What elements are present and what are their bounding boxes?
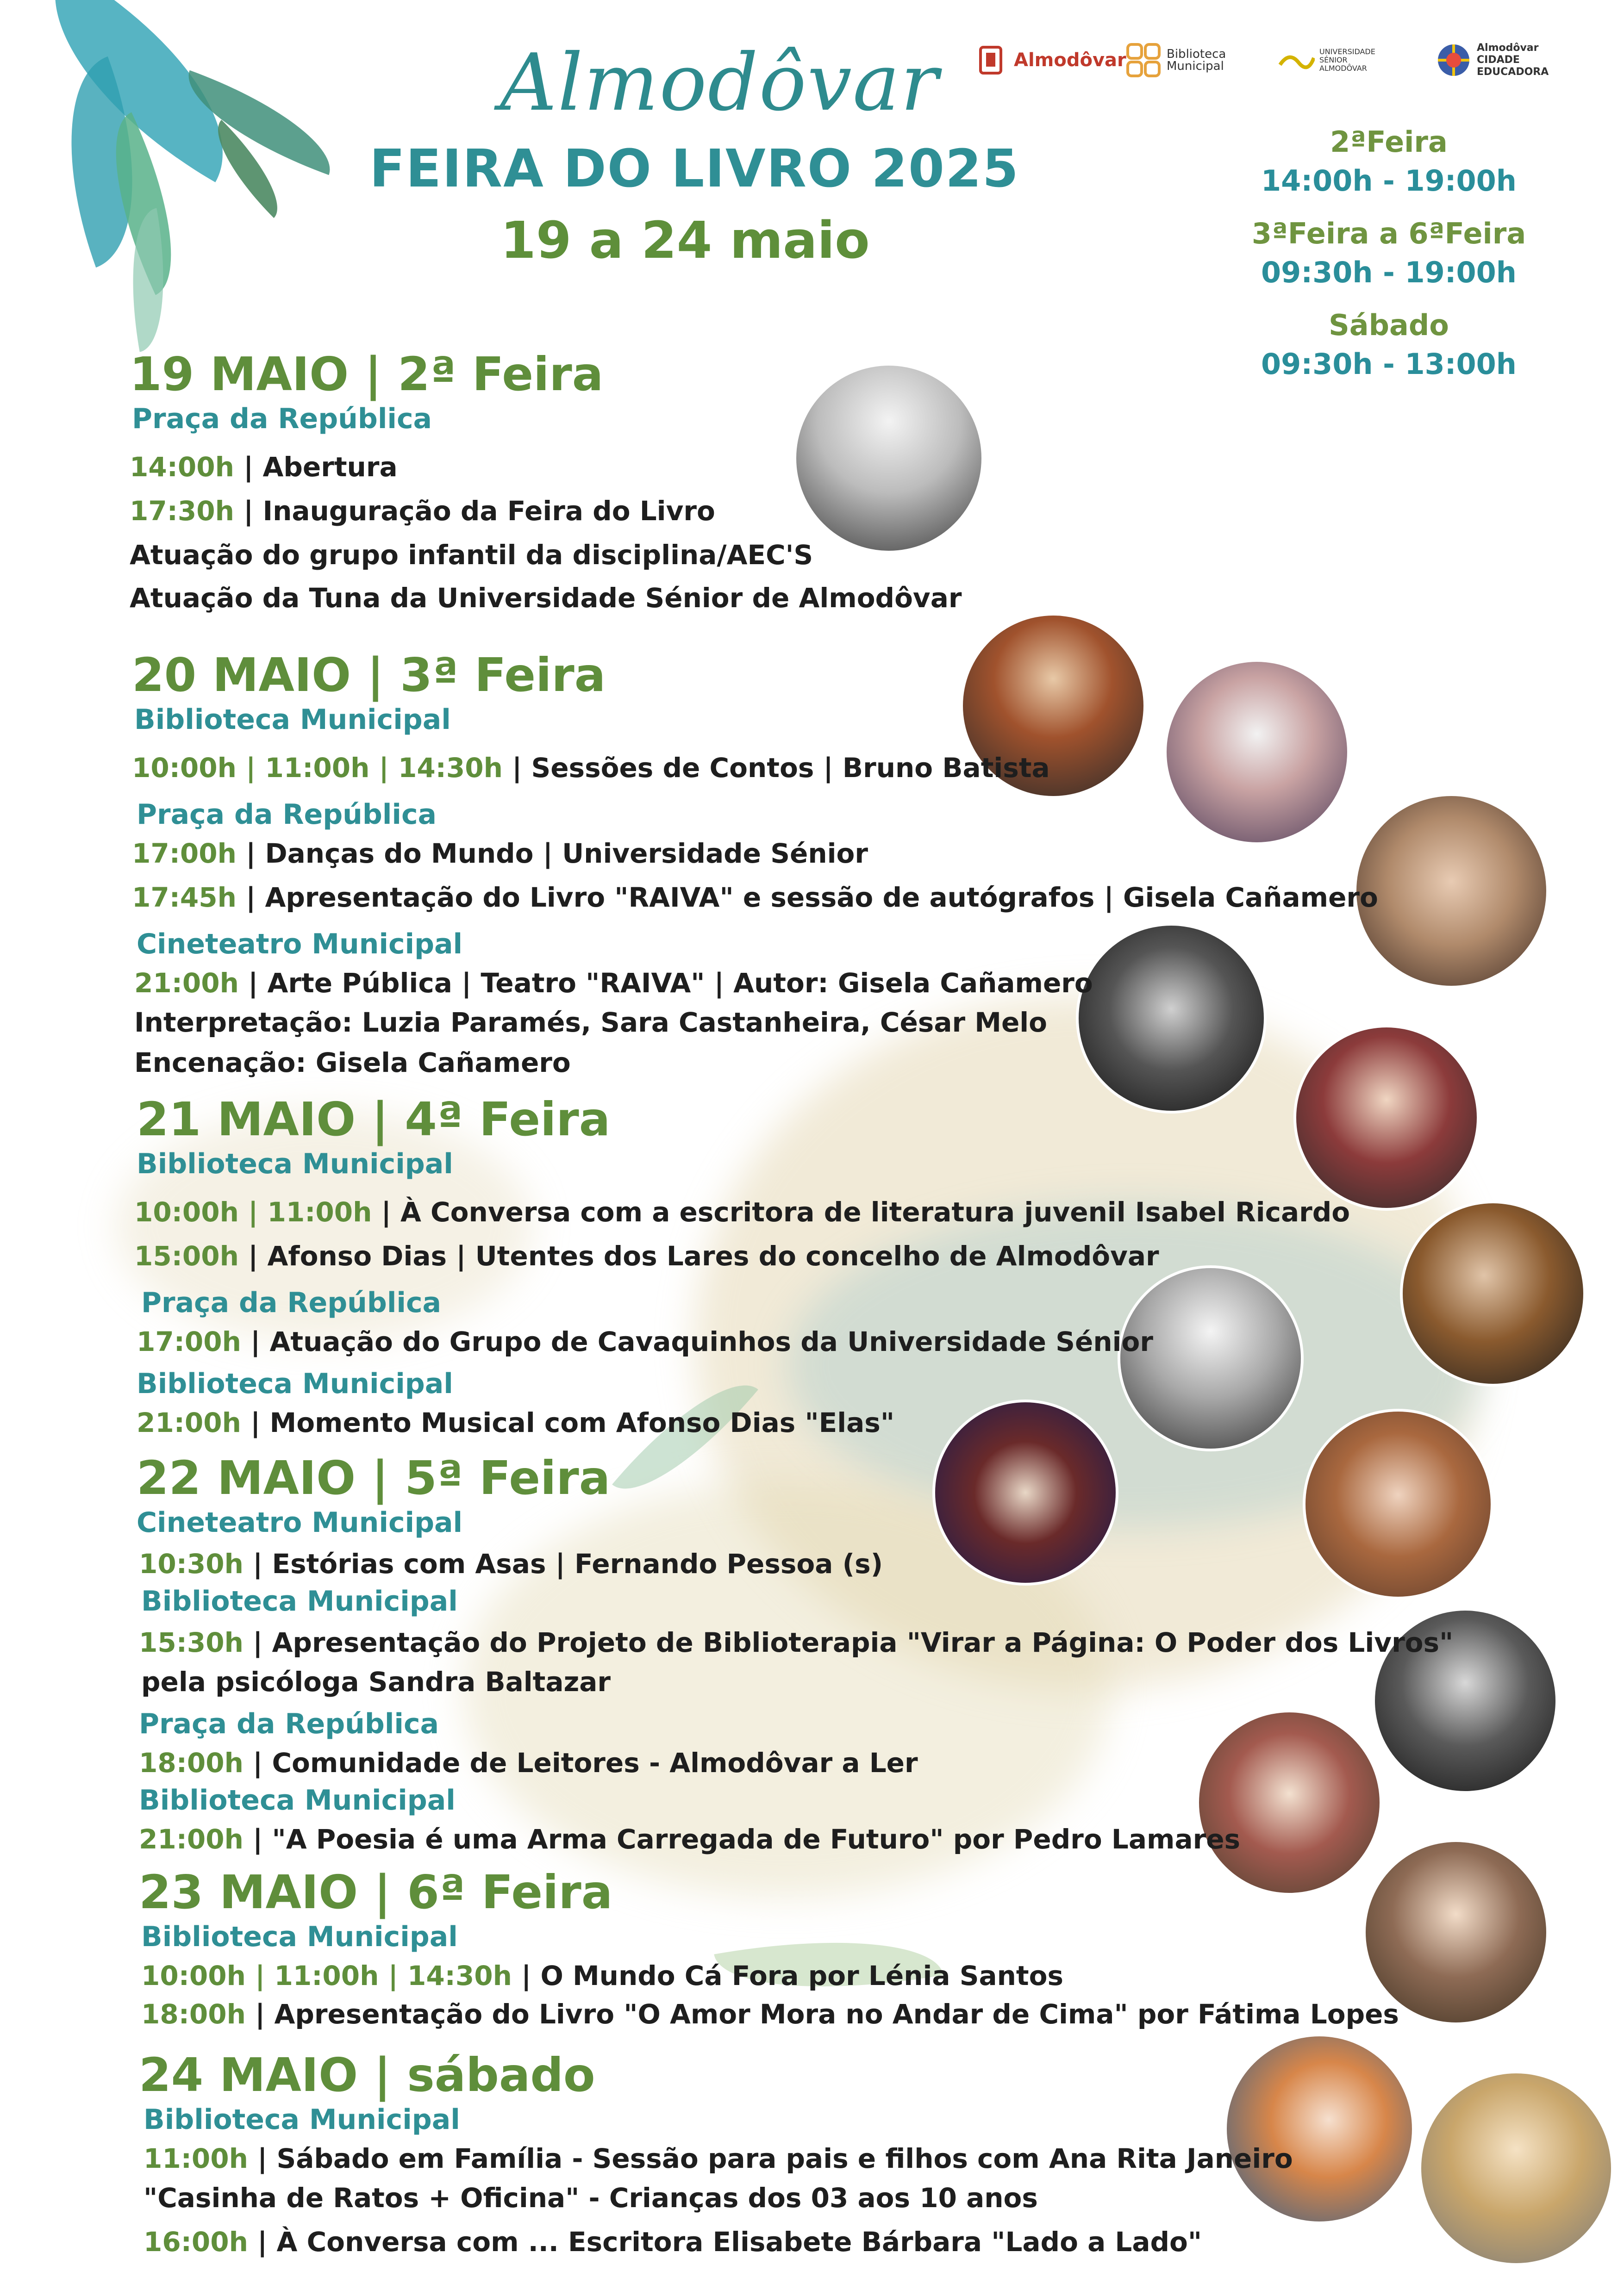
photo-lenia-santos xyxy=(1199,1712,1380,1893)
event-line xyxy=(144,2143,1293,2174)
venue-label: Biblioteca Municipal xyxy=(144,2103,460,2136)
event-text: | Comunidade de Leitores - Almodôvar a Ler xyxy=(243,1747,918,1779)
photo-dancas-do-mundo xyxy=(1167,662,1347,842)
photo-sandra-baltazar xyxy=(1305,1412,1491,1597)
event-text: | "A Poesia é uma Arma Carregada de Futuro" por Pedro Lamares xyxy=(243,1823,1241,1855)
event-line xyxy=(141,1998,1399,2030)
universidade-senior-logo xyxy=(1278,28,1380,93)
hours-time: 09:30h - 19:00h xyxy=(1261,255,1517,289)
photo-afonso-dias xyxy=(1403,1203,1583,1384)
hours-time: 09:30h - 13:00h xyxy=(1261,347,1517,381)
blocks-icon xyxy=(1125,42,1162,79)
logo-text: Almodôvar CIDADE EDUCADORA xyxy=(1477,42,1549,78)
venue-label: Biblioteca Municipal xyxy=(134,703,451,736)
event-time: 14:00h xyxy=(130,451,234,483)
hours-day: 2ªFeira xyxy=(1330,125,1448,159)
venue-label: Biblioteca Municipal xyxy=(139,1784,456,1817)
event-text: | Abertura xyxy=(234,451,398,483)
event-text: | Inauguração da Feira do Livro xyxy=(234,495,715,527)
event-text: | O Mundo Cá Fora por Lénia Santos xyxy=(512,1960,1063,1991)
event-line xyxy=(139,1823,1240,1855)
event-time: 17:00h xyxy=(132,838,237,869)
photo-elisabete-barbara xyxy=(1421,2073,1611,2263)
partner-logos xyxy=(972,28,1583,93)
venue-label: Biblioteca Municipal xyxy=(137,1148,453,1180)
photo-isabel-ricardo xyxy=(1296,1027,1477,1208)
event-time: 18:00h xyxy=(141,1998,246,2030)
event-text: | Afonso Dias | Utentes dos Lares do concelho de Almodôvar xyxy=(238,1240,1159,1272)
event-text: | À Conversa com ... Escritora Elisabete Bárbara "Lado a Lado" xyxy=(248,2226,1202,2258)
event-time: 10:00h | 11:00h | 14:30h xyxy=(132,752,503,784)
event-line: pela psicóloga Sandra Baltazar xyxy=(141,1666,611,1698)
day-heading: 22 MAIO | 5ª Feira xyxy=(137,1451,611,1505)
event-time: 21:00h xyxy=(137,1407,241,1438)
event-text: | Atuação do Grupo de Cavaquinhos da Universidade Sénior xyxy=(241,1326,1153,1357)
event-text: | Estórias com Asas | Fernando Pessoa (s) xyxy=(243,1548,883,1580)
event-line xyxy=(141,1960,1063,1991)
venue-label: Biblioteca Municipal xyxy=(137,1368,453,1400)
hours-day: 3ªFeira a 6ªFeira xyxy=(1251,217,1526,250)
crest-icon xyxy=(972,42,1009,79)
event-time: 17:00h xyxy=(137,1326,241,1357)
globe-icon xyxy=(1435,42,1472,79)
event-line xyxy=(134,967,1093,999)
event-time: 11:00h xyxy=(144,2143,248,2174)
logo-text: Almodôvar xyxy=(1014,50,1126,71)
venue-label: Biblioteca Municipal xyxy=(141,1921,458,1953)
hours-day: Sábado xyxy=(1329,308,1449,342)
logo-text: Biblioteca Municipal xyxy=(1167,47,1226,73)
logo-text: UNIVERSIDADE SÉNIOR ALMODÔVAR xyxy=(1319,47,1375,73)
hours-time: 14:00h - 19:00h xyxy=(1261,164,1517,198)
day-heading: 20 MAIO | 3ª Feira xyxy=(132,648,606,702)
venue-label: Praça da República xyxy=(141,1287,442,1319)
event-text: | Arte Pública | Teatro "RAIVA" | Autor: Gisela Cañamero xyxy=(238,967,1093,999)
opening-hours xyxy=(1213,123,1565,398)
event-text: | Momento Musical com Afonso Dias "Elas" xyxy=(241,1407,895,1438)
event-line xyxy=(134,1196,1350,1228)
event-time: 21:00h xyxy=(134,967,239,999)
event-text: | Danças do Mundo | Universidade Sénior xyxy=(236,838,868,869)
event-text: | À Conversa com a escritora de literatura juvenil Isabel Ricardo xyxy=(372,1196,1350,1228)
event-line xyxy=(137,1326,1153,1357)
event-line xyxy=(139,1548,883,1580)
event-line xyxy=(139,1747,918,1779)
event-line xyxy=(130,495,715,527)
biblioteca-municipal-logo xyxy=(1125,28,1259,93)
photo-teatro-raiva xyxy=(1079,926,1264,1111)
event-line xyxy=(132,882,1378,913)
event-time: 21:00h xyxy=(139,1823,244,1855)
event-time: 18:00h xyxy=(139,1747,244,1779)
venue-label: Praça da República xyxy=(139,1708,439,1740)
event-line xyxy=(139,1627,1453,1658)
photo-tuna-stage xyxy=(796,366,981,551)
event-line xyxy=(134,1240,1159,1272)
event-text: | Apresentação do Projeto de Biblioterapia "Virar a Página: O Poder dos Livros" xyxy=(243,1627,1454,1658)
event-line xyxy=(130,451,398,483)
venue-label: Cineteatro Municipal xyxy=(137,928,463,960)
event-line: Atuação da Tuna da Universidade Sénior de Almodôvar xyxy=(130,582,962,614)
event-line xyxy=(132,752,1050,784)
event-time: 15:00h xyxy=(134,1240,239,1272)
event-text: | Apresentação do Livro "O Amor Mora no Andar de Cima" por Fátima Lopes xyxy=(245,1998,1399,2030)
venue-label: Biblioteca Municipal xyxy=(141,1585,458,1618)
event-text: | Sábado em Família - Sessão para pais e filhos com Ana Rita Janeiro xyxy=(248,2143,1293,2174)
photo-fatima-lopes xyxy=(1366,1842,1546,2022)
photo-cavaquinhos xyxy=(1120,1268,1301,1449)
photo-gisela-canamero xyxy=(1356,796,1546,986)
event-text: | Sessões de Contos | Bruno Batista xyxy=(502,752,1050,784)
cidade-educadora-logo xyxy=(1435,28,1555,93)
event-line xyxy=(144,2226,1202,2258)
event-time: 15:30h xyxy=(139,1627,244,1658)
day-heading: 19 MAIO | 2ª Feira xyxy=(130,347,604,401)
script-title: Almodôvar xyxy=(500,37,939,129)
event-line: Atuação do grupo infantil da disciplina/AEC'S xyxy=(130,539,813,571)
event-time: 10:00h | 11:00h | 14:30h xyxy=(141,1960,512,1991)
event-time: 17:45h xyxy=(132,882,237,913)
venue-label: Cineteatro Municipal xyxy=(137,1506,463,1539)
photo-ana-rita-janeiro xyxy=(1227,2036,1412,2221)
venue-label: Praça da República xyxy=(137,798,437,831)
wave-icon xyxy=(1278,42,1315,79)
event-time: 16:00h xyxy=(144,2226,248,2258)
event-dates: 19 a 24 maio xyxy=(500,211,870,270)
event-line xyxy=(132,838,868,869)
event-line: Encenação: Gisela Cañamero xyxy=(134,1047,571,1078)
day-heading: 21 MAIO | 4ª Feira xyxy=(137,1092,611,1146)
event-time: 10:00h | 11:00h xyxy=(134,1196,372,1228)
day-heading: 23 MAIO | 6ª Feira xyxy=(139,1865,613,1919)
venue-label: Praça da República xyxy=(132,403,432,435)
event-line: Interpretação: Luzia Paramés, Sara Castanheira, César Melo xyxy=(134,1007,1048,1038)
event-time: 10:30h xyxy=(139,1548,244,1580)
municipio-almodovar-logo xyxy=(972,28,1126,93)
event-text: | Apresentação do Livro "RAIVA" e sessão de autógrafos | Gisela Cañamero xyxy=(236,882,1378,913)
page-title: FEIRA DO LIVRO 2025 xyxy=(369,139,1019,199)
day-heading: 24 MAIO | sábado xyxy=(139,2048,595,2102)
photo-elas xyxy=(935,1402,1116,1583)
event-line xyxy=(137,1407,894,1438)
event-time: 17:30h xyxy=(130,495,234,527)
event-line: "Casinha de Ratos + Oficina" - Crianças dos 03 aos 10 anos xyxy=(144,2182,1038,2214)
